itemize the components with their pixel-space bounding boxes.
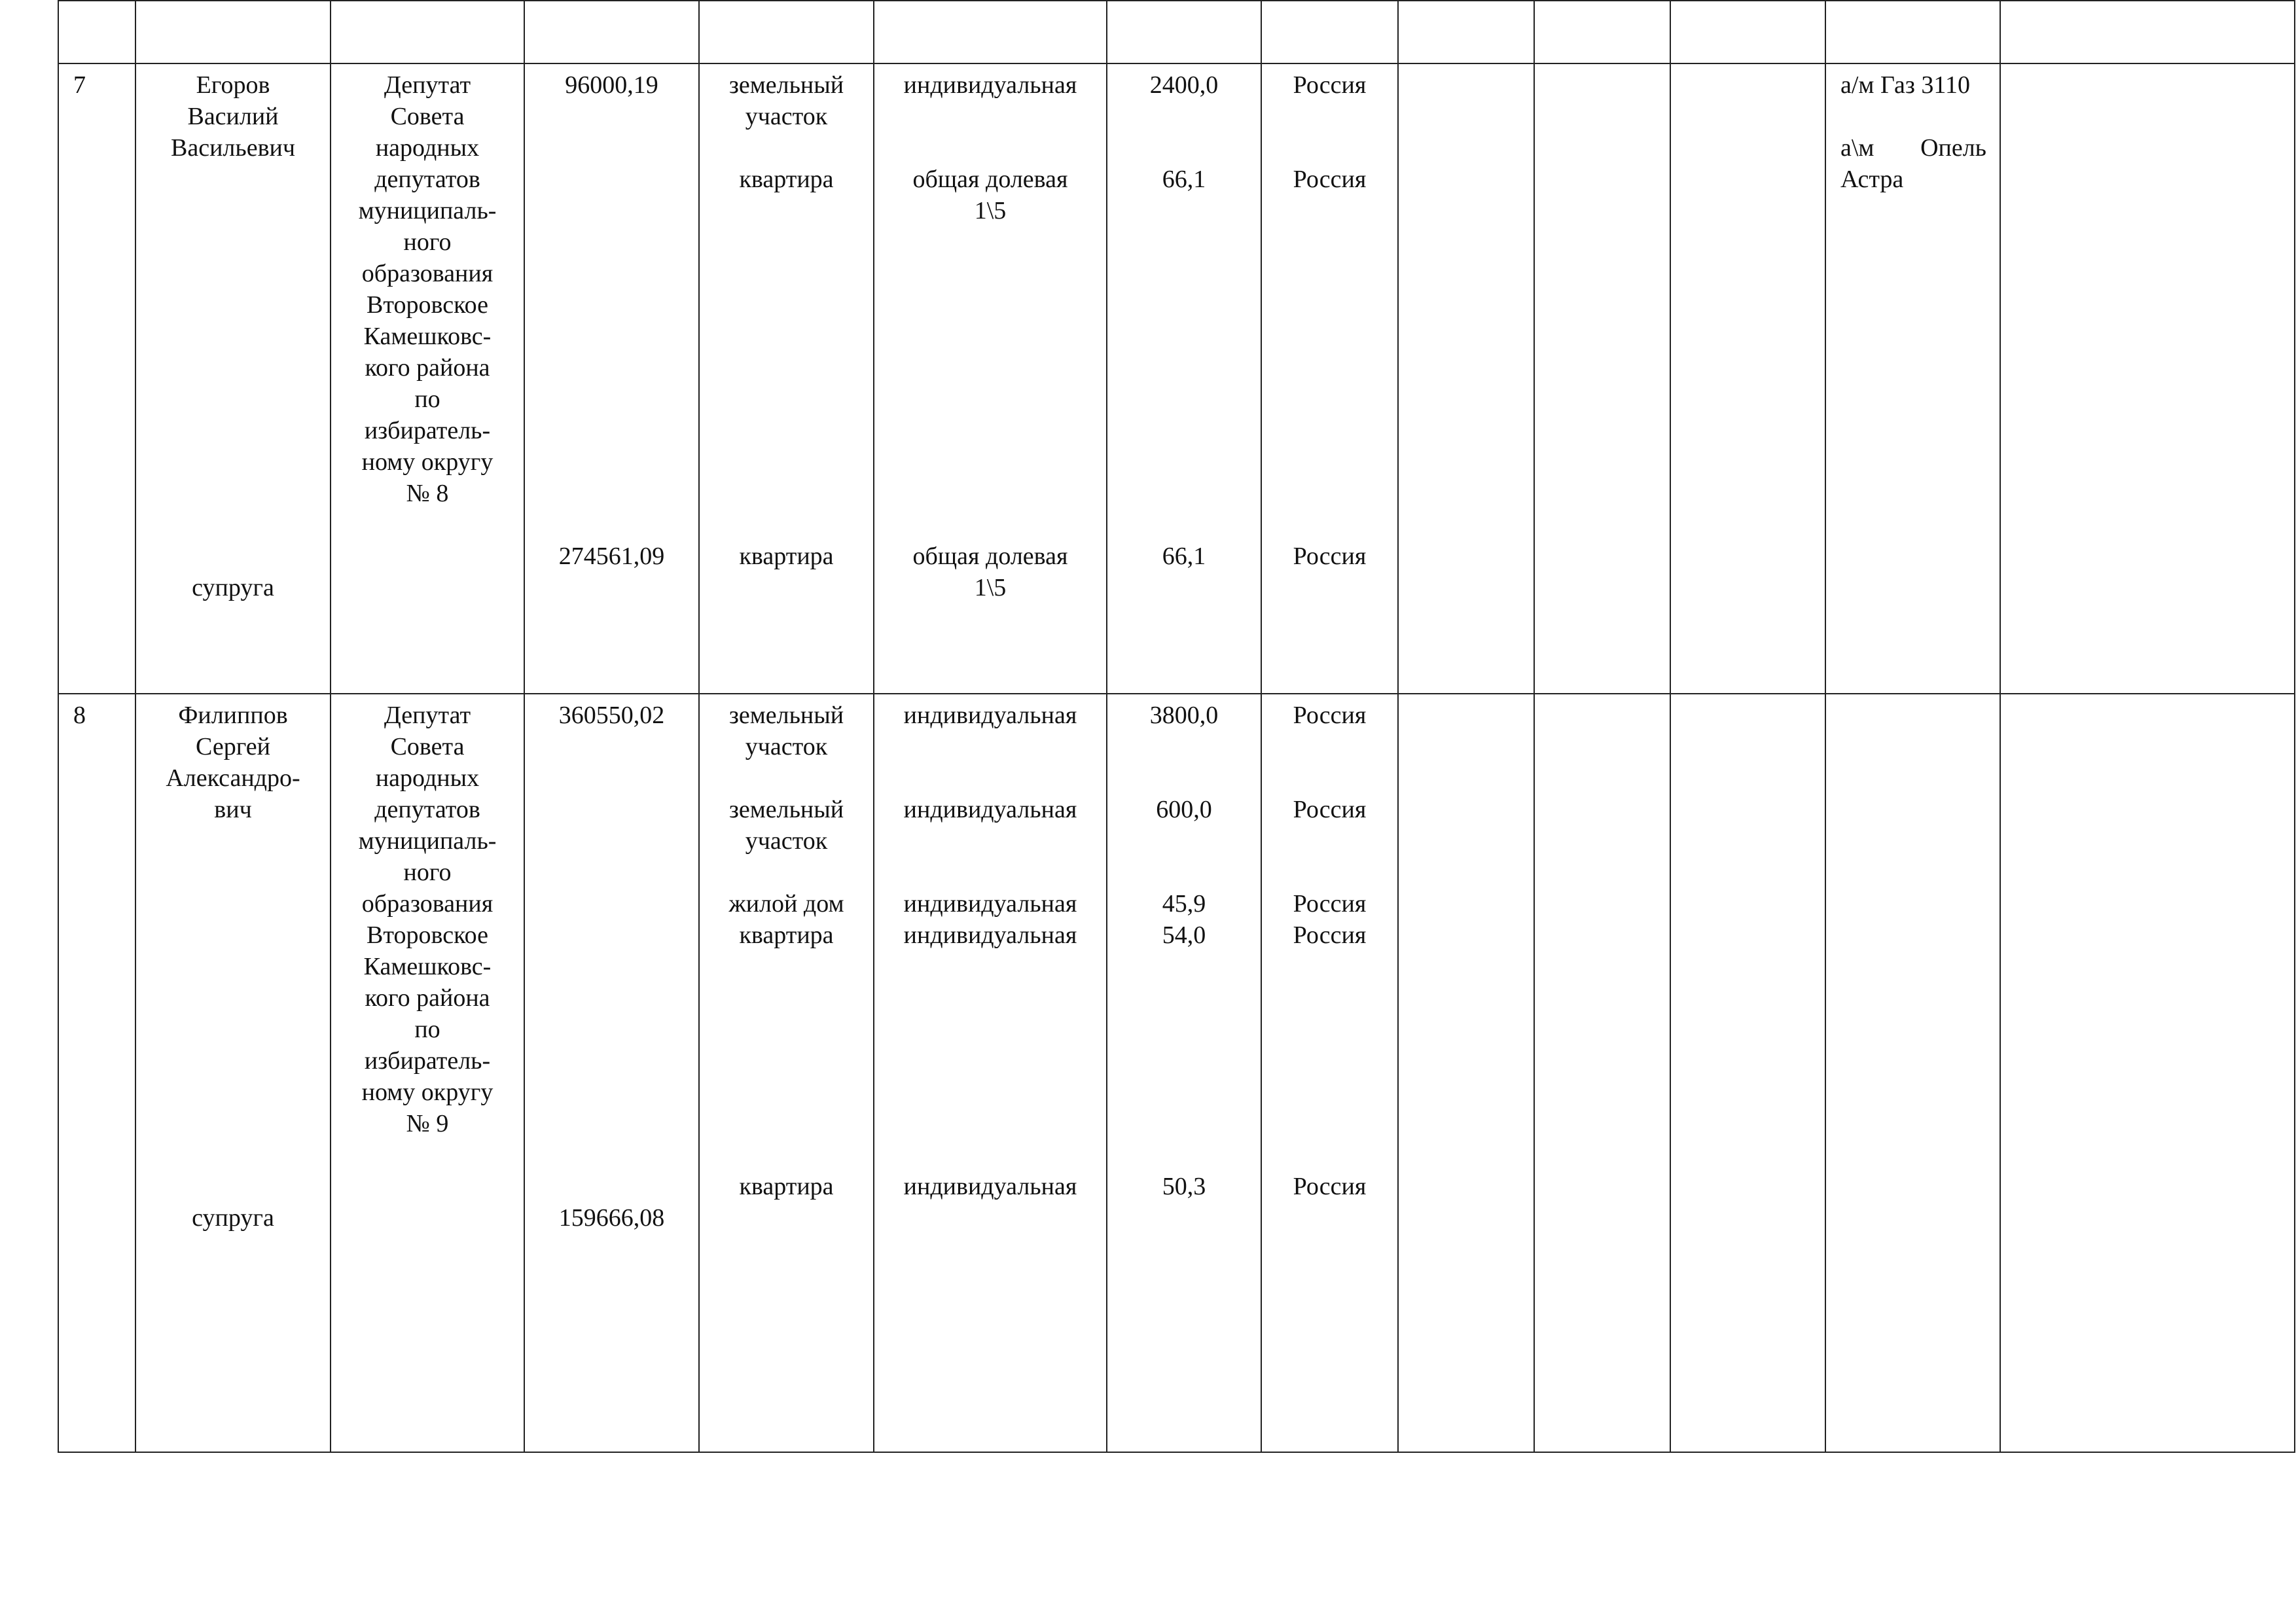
position-line: образования (361, 890, 493, 918)
header-cell (1107, 1, 1261, 63)
header-cell (58, 1, 135, 63)
position-cell (331, 63, 524, 694)
sources-cell (2000, 694, 2295, 1452)
sources-cell (2000, 63, 2295, 694)
position-line: Совета (390, 733, 465, 760)
header-cell (1534, 1, 1670, 63)
vehicle-entry (1840, 132, 1986, 164)
income-cell (524, 63, 699, 694)
name-cell (135, 694, 331, 1452)
vehicles-cell (1825, 63, 2000, 694)
declared-income: 360550,02 (558, 702, 665, 729)
table-header-row (58, 1, 2295, 63)
position-line: ному округу (361, 1079, 493, 1106)
property-country: Россия (1293, 702, 1367, 729)
spouse-ownership-type: общая долевая (912, 543, 1068, 570)
position-line: кого района (365, 984, 490, 1012)
property-type-cell (699, 63, 874, 694)
position-line: Совета (390, 103, 465, 130)
position-line: избиратель- (364, 417, 491, 444)
property-type: участок (745, 103, 828, 130)
ownership-type: индивидуальная (903, 702, 1077, 729)
country-cell (1261, 63, 1398, 694)
spouse-income: 274561,09 (558, 543, 665, 570)
header-cell (135, 1, 331, 63)
position-line: Камешковс- (363, 953, 492, 980)
ownership-type: общая долевая (912, 166, 1068, 193)
vehicle-model: Астра (1840, 166, 1904, 193)
property-type: участок (745, 733, 828, 760)
record-number-cell (58, 694, 135, 1452)
property-type: участок (745, 827, 828, 855)
person-name-line: Сергей (196, 733, 270, 760)
position-line: муниципаль- (358, 827, 497, 855)
property-country: Россия (1293, 166, 1367, 193)
header-cell (1825, 1, 2000, 63)
header-cell (1261, 1, 1398, 63)
property-type-cell (699, 694, 874, 1452)
property-area: 45,9 (1162, 890, 1206, 918)
person-name-line: Васильевич (171, 134, 295, 162)
table-row (58, 63, 2295, 694)
person-name-line: Егоров (196, 71, 270, 99)
spouse-ownership-type: индивидуальная (903, 1173, 1077, 1200)
property-type: квартира (739, 921, 834, 949)
ownership-type: индивидуальная (903, 921, 1077, 949)
spouse-label: супруга (192, 1204, 274, 1232)
position-line: ного (403, 859, 452, 886)
ownership-type: индивидуальная (903, 796, 1077, 823)
person-name-line: вич (214, 796, 252, 823)
position-line: депутатов (374, 796, 480, 823)
spouse-property-country: Россия (1293, 543, 1367, 570)
position-line: избиратель- (364, 1047, 491, 1075)
position-line: муниципаль- (358, 197, 497, 224)
position-line: кого района (365, 354, 490, 382)
position-line: Второвское (367, 921, 488, 949)
header-cell (331, 1, 524, 63)
record-number: 7 (73, 71, 86, 99)
property-type: земельный (728, 702, 844, 729)
position-line: народных (375, 764, 480, 792)
header-cell (1670, 1, 1825, 63)
property-type: земельный (728, 71, 844, 99)
spouse-ownership-share: 1\5 (974, 574, 1007, 601)
person-name-line: Василий (187, 103, 279, 130)
header-cell (874, 1, 1107, 63)
header-cell (1398, 1, 1534, 63)
record-number: 8 (73, 702, 86, 729)
vehicle-word: а\м (1840, 134, 1874, 162)
area-cell (1107, 63, 1261, 694)
area-cell (1107, 694, 1261, 1452)
ownership-type: индивидуальная (903, 890, 1077, 918)
spouse-property-country: Россия (1293, 1173, 1367, 1200)
property-country: Россия (1293, 796, 1367, 823)
use-type-cell (1398, 63, 1534, 694)
use-country-cell (1670, 694, 1825, 1452)
property-area: 600,0 (1156, 796, 1212, 823)
position-line: Камешковс- (363, 323, 492, 350)
header-cell (2000, 1, 2295, 63)
country-cell (1261, 694, 1398, 1452)
property-type: квартира (739, 166, 834, 193)
spouse-income: 159666,08 (558, 1204, 665, 1232)
position-line: депутатов (374, 166, 480, 193)
spouse-label: супруга (192, 574, 274, 601)
use-type-cell (1398, 694, 1534, 1452)
property-area: 54,0 (1162, 921, 1206, 949)
declared-income: 96000,19 (565, 71, 658, 99)
use-country-cell (1670, 63, 1825, 694)
position-line: Депутат (384, 71, 471, 99)
position-line: № 8 (406, 480, 449, 507)
position-line: ного (403, 228, 452, 256)
header-cell (524, 1, 699, 63)
header-cell (699, 1, 874, 63)
position-line: Второвское (367, 291, 488, 319)
property-country: Россия (1293, 921, 1367, 949)
ownership-cell (874, 63, 1107, 694)
property-area: 2400,0 (1149, 71, 1219, 99)
income-cell (524, 694, 699, 1452)
property-area: 66,1 (1162, 166, 1206, 193)
vehicle-entry: а/м Газ 3110 (1840, 71, 1970, 99)
spouse-property-area: 50,3 (1162, 1173, 1206, 1200)
spouse-property-type: квартира (739, 543, 834, 570)
record-number-cell (58, 63, 135, 694)
property-area: 3800,0 (1149, 702, 1219, 729)
use-area-cell (1534, 63, 1670, 694)
vehicle-word: Опель (1920, 134, 1986, 162)
position-line: по (414, 385, 440, 413)
spouse-property-type: квартира (739, 1173, 834, 1200)
property-type: жилой дом (728, 890, 844, 918)
position-line: образования (361, 260, 493, 287)
property-country: Россия (1293, 890, 1367, 918)
spouse-property-area: 66,1 (1162, 543, 1206, 570)
ownership-share: 1\5 (974, 197, 1007, 224)
ownership-type: индивидуальная (903, 71, 1077, 99)
name-cell (135, 63, 331, 694)
position-line: по (414, 1016, 440, 1043)
position-line: народных (375, 134, 480, 162)
declaration-table (58, 0, 2295, 1453)
person-name-line: Александро- (166, 764, 300, 792)
position-line: Депутат (384, 702, 471, 729)
position-line: ному округу (361, 448, 493, 476)
position-line: № 9 (406, 1110, 449, 1137)
property-country: Россия (1293, 71, 1367, 99)
vehicles-cell (1825, 694, 2000, 1452)
property-type: земельный (728, 796, 844, 823)
use-area-cell (1534, 694, 1670, 1452)
ownership-cell (874, 694, 1107, 1452)
table-row (58, 694, 2295, 1452)
person-name-line: Филиппов (178, 702, 288, 729)
position-cell (331, 694, 524, 1452)
